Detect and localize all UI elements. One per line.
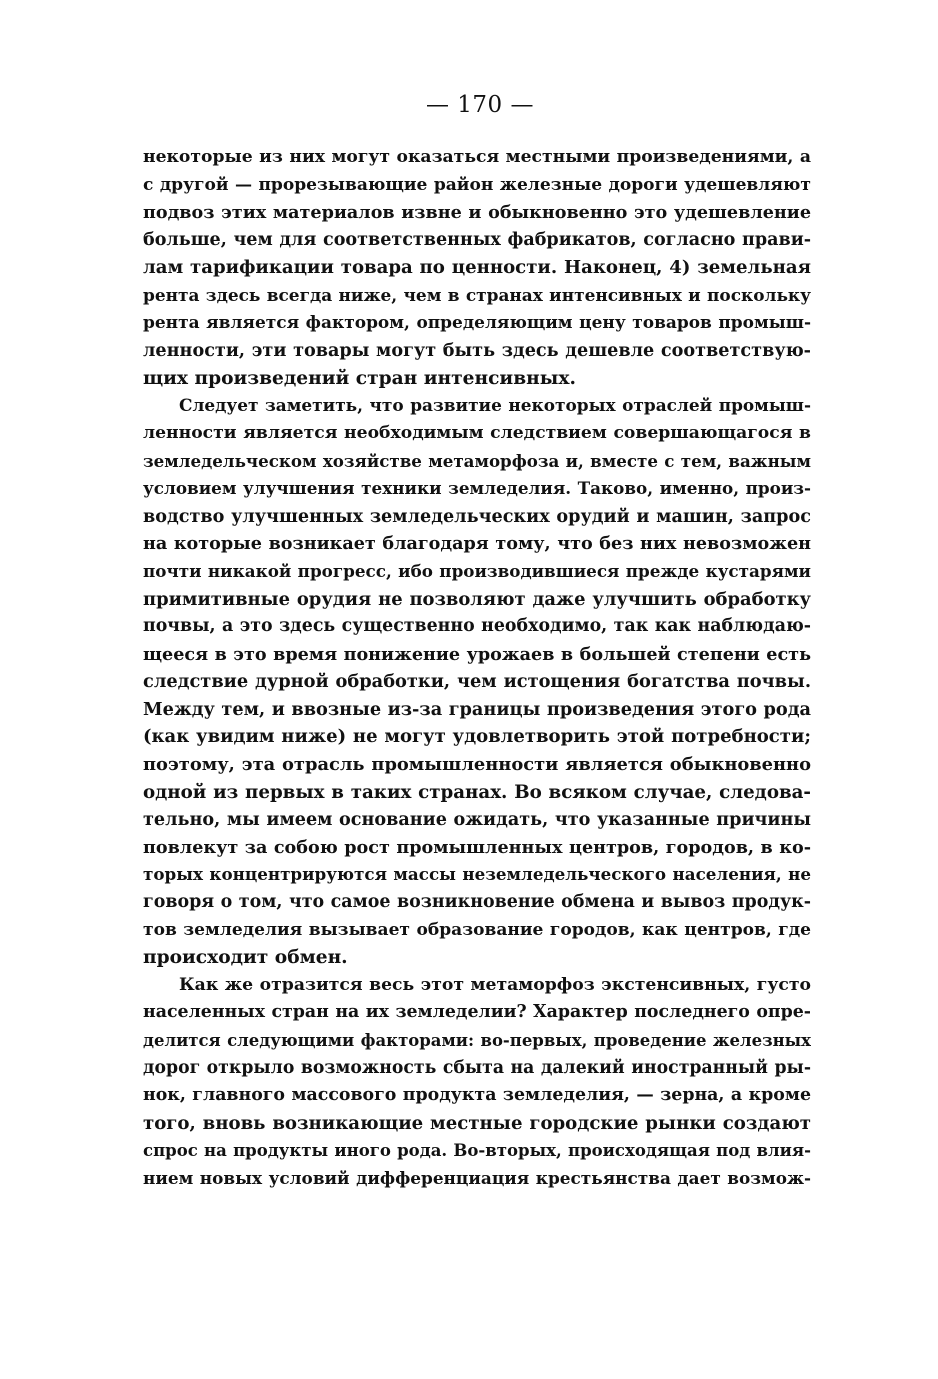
body-text	[143, 144, 811, 1193]
text-line: одной из первых в таких странах. Во всяком случае, следова-	[143, 781, 811, 803]
text-line: тельно, мы имеем основание ожидать, что указанные причины	[143, 809, 811, 831]
text-line: на которые возникает благодаря тому, что без них невозможен	[143, 533, 811, 555]
text-line: нок, главного массового продукта земледелия, — зерна, а кроме	[143, 1085, 811, 1106]
text-line: условием улучшения техники земледелия. Таково, именно, произ-	[143, 478, 811, 499]
text-line: ленности, эти товары могут быть здесь дешевле соответствую-	[143, 340, 811, 362]
text-line: почвы, а это здесь существенно необходимо, так как наблюдаю-	[143, 616, 811, 637]
paragraph-3	[143, 972, 811, 1193]
text-line: примитивные орудия не позволяют даже улучшить обработку	[143, 588, 811, 610]
text-line: щих произведений стран интенсивных.	[143, 367, 576, 389]
paragraph-1	[143, 144, 811, 392]
text-line: поэтому, эта отрасль промышленности является обыкновенно	[143, 754, 811, 776]
text-line: дорог открыло возможность сбыта на далекий иностранный ры-	[143, 1057, 811, 1078]
text-line: почти никакой прогресс, ибо производившиеся прежде кустарями	[143, 560, 811, 581]
text-line: тов земледелия вызывает образование городов, как центров, где	[143, 919, 811, 940]
text-line: Между тем, и ввозные из-за границы произведения этого рода	[143, 698, 811, 720]
text-line: Следует заметить, что развитие некоторых отраслей промыш-	[179, 395, 811, 416]
text-line: некоторые из них могут оказаться местными произведениями, а	[143, 147, 811, 167]
text-line: нием новых условий дифференциация крестьянства дает возмож-	[143, 1167, 811, 1188]
text-line: водство улучшенных земледельческих орудий и машин, запрос	[143, 505, 811, 527]
text-line: земледельческом хозяйстве метаморфоза и, вместе с тем, важным	[143, 450, 811, 471]
text-line: с другой — прорезывающие район железные дороги удешевляют	[143, 174, 811, 195]
text-line: повлекут за собою рост промышленных центров, городов, в ко-	[143, 836, 811, 858]
text-line: торых концентрируются массы неземледельческого населения, не	[143, 864, 811, 885]
text-line: рента здесь всегда ниже, чем в странах интенсивных и поскольку	[143, 284, 811, 305]
text-line: подвоз этих материалов извне и обыкновенно это удешевление	[143, 202, 811, 224]
text-line: того, вновь возникающие местные городские рынки создают	[143, 1112, 811, 1134]
text-line: населенных стран на их земледелии? Характер последнего опре-	[143, 1002, 811, 1023]
text-line: говоря о том, что самое возникновение обмена и вывоз продук-	[143, 892, 811, 913]
text-line: делится следующими факторами: во-первых, проведение железных	[143, 1031, 811, 1050]
text-line: спрос на продукты иного рода. Во-вторых, происходящая под влия-	[143, 1140, 811, 1161]
text-line: больше, чем для соответственных фабрикатов, согласно прави-	[143, 229, 811, 250]
text-line: (как увидим ниже) не могут удовлетворить этой потребности;	[143, 726, 811, 748]
text-line: щееся в это время понижение урожаев в большей степени есть	[143, 643, 811, 665]
text-line: Как же отразится весь этот метаморфоз экстенсивных, густо	[179, 974, 811, 995]
text-line: происходит обмен.	[143, 947, 348, 969]
text-line: следствие дурной обработки, чем истощения богатства почвы.	[143, 671, 811, 693]
text-line: рента является фактором, определяющим цену товаров промыш-	[143, 312, 811, 333]
text-line: лам тарификации товара по ценности. Наконец, 4) земельная	[143, 257, 811, 279]
text-line: ленности является необходимым следствием совершающагося в	[143, 422, 811, 443]
paragraph-2	[143, 392, 811, 971]
page-number: — 170 —	[425, 92, 535, 118]
